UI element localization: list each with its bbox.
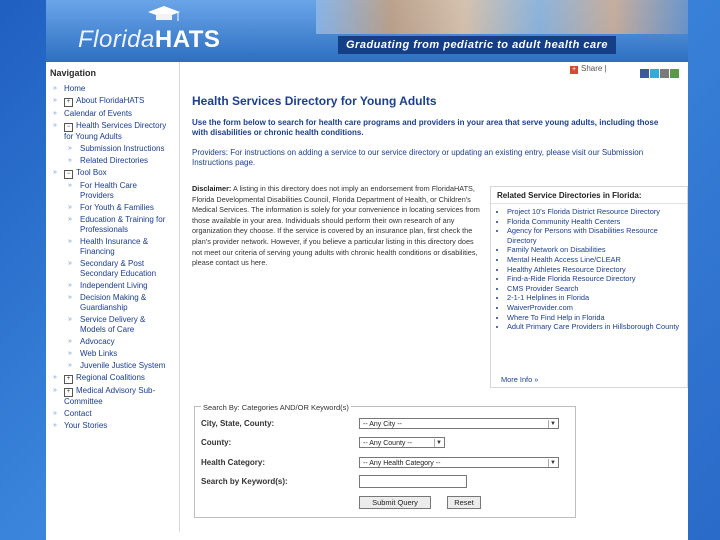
disclaimer-label: Disclaimer:	[192, 184, 232, 193]
category-select-value: -- Any Health Category --	[363, 460, 441, 467]
nav-item[interactable]	[50, 409, 172, 419]
nav-item[interactable]	[50, 315, 172, 335]
bullet-icon: »	[53, 97, 57, 104]
bullet-icon: »	[53, 410, 57, 417]
nav-title: Navigation	[50, 68, 97, 78]
chevron-down-icon: ▼	[548, 459, 557, 467]
related-directory-link[interactable]: • CMS Provider Search	[507, 284, 687, 294]
nav-item[interactable]	[50, 259, 172, 279]
category-select[interactable]	[359, 457, 559, 468]
nav-item[interactable]	[50, 373, 172, 384]
nav-item-label: Medical Advisory Sub-Committee	[64, 386, 156, 406]
related-directory-link[interactable]: • Mental Health Access Line/CLEAR	[507, 255, 687, 265]
bullet-icon: »	[53, 374, 57, 381]
related-title: Related Service Directories in Florida:	[491, 187, 687, 204]
email-icon[interactable]	[660, 69, 669, 78]
nav-item-label: Submission Instructions	[80, 144, 165, 153]
county-select[interactable]	[359, 437, 445, 448]
chevron-down-icon: ▼	[434, 439, 443, 447]
social-icons	[640, 65, 680, 83]
nav-item-label: Health Insurance & Financing	[80, 237, 149, 256]
keyword-input[interactable]	[359, 475, 467, 488]
twitter-icon[interactable]	[650, 69, 659, 78]
bullet-icon: »	[53, 110, 57, 117]
bullet-icon: »	[68, 294, 72, 301]
related-directories-box	[490, 186, 688, 388]
bullet-icon: »	[53, 169, 57, 176]
related-directory-link[interactable]: • Where To Find Help in Florida	[507, 313, 687, 323]
nav-item[interactable]	[50, 121, 172, 142]
collapse-icon[interactable]: −	[64, 170, 73, 179]
nav-divider	[179, 62, 180, 532]
nav-item[interactable]	[50, 203, 172, 213]
facebook-icon[interactable]	[640, 69, 649, 78]
related-directory-link[interactable]: • 2-1-1 Helplines in Florida	[507, 293, 687, 303]
nav-item[interactable]	[50, 96, 172, 107]
related-list	[491, 207, 687, 332]
bullet-icon: »	[53, 85, 57, 92]
bullet-icon: »	[68, 216, 72, 223]
nav-item-label: For Health Care Providers	[80, 181, 137, 200]
nav-item-label: Home	[64, 84, 86, 93]
keyword-label: Search by Keyword(s):	[201, 477, 288, 486]
nav-item-label: Web Links	[80, 349, 118, 358]
bullet-icon: »	[68, 238, 72, 245]
related-directory-link[interactable]: • Adult Primary Care Providers in Hillsborough County	[507, 322, 687, 332]
nav-item-label: Calendar of Events	[64, 109, 133, 118]
nav-item[interactable]	[50, 181, 172, 201]
county-select-value: -- Any County --	[363, 440, 413, 447]
city-label: City, State, County:	[201, 419, 275, 428]
nav-item-label: Contact	[64, 409, 92, 418]
nav-item-label: Related Directories	[80, 156, 149, 165]
nav-item[interactable]	[50, 361, 172, 371]
nav-item[interactable]	[50, 421, 172, 431]
nav-item-label: Education & Training for Professionals	[80, 215, 166, 234]
bullet-icon: »	[53, 122, 57, 129]
nav-item[interactable]	[50, 156, 172, 166]
providers-note[interactable]: Providers: For instructions on adding a service to our service directory or updating an existing entry, please visit our Submission Instructions page.	[192, 148, 644, 167]
graduation-cap-icon	[146, 4, 182, 24]
logo-florida-text: Florida	[78, 26, 155, 53]
site-logo[interactable]	[78, 26, 220, 54]
nav-item[interactable]	[50, 144, 172, 154]
related-directory-link[interactable]: • Find-a-Ride Florida Resource Directory	[507, 274, 687, 284]
sidebar-navigation	[50, 66, 172, 433]
expand-icon[interactable]: +	[64, 98, 73, 107]
bullet-icon: »	[53, 387, 57, 394]
expand-icon[interactable]: +	[64, 375, 73, 384]
bullet-icon: »	[53, 422, 57, 429]
nav-list	[50, 84, 172, 431]
related-directory-link[interactable]: • Family Network on Disabilities	[507, 245, 687, 255]
nav-item[interactable]	[50, 109, 172, 119]
nav-item-label: For Youth & Families	[80, 203, 154, 212]
search-form	[194, 403, 576, 518]
nav-item[interactable]	[50, 84, 172, 94]
reset-button[interactable]: Reset	[447, 496, 481, 509]
share-widget[interactable]: + Share |	[571, 64, 607, 73]
submit-query-button[interactable]: Submit Query	[359, 496, 431, 509]
nav-item-label: Secondary & Post Secondary Education	[80, 259, 157, 278]
related-directory-link[interactable]: • WaiverProvider.com	[507, 303, 687, 313]
bullet-icon: »	[68, 157, 72, 164]
site-header	[46, 0, 688, 62]
nav-item-label: Advocacy	[80, 337, 115, 346]
related-directory-link[interactable]: • Project 10's Florida District Resource Directory	[507, 207, 687, 217]
bullet-icon: »	[68, 362, 72, 369]
nav-item-label: Your Stories	[64, 421, 108, 430]
nav-item-label: Juvenile Justice System	[80, 361, 166, 370]
nav-item[interactable]	[50, 349, 172, 359]
bullet-icon: »	[68, 282, 72, 289]
nav-item[interactable]	[50, 337, 172, 347]
bullet-icon: »	[68, 338, 72, 345]
nav-item-label: About FloridaHATS	[76, 96, 145, 105]
share-plus-icon: +	[571, 66, 577, 73]
nav-item[interactable]	[50, 168, 172, 179]
expand-icon[interactable]: +	[64, 388, 73, 397]
bullet-icon: »	[68, 182, 72, 189]
disclaimer-text: A listing in this directory does not imply an endorsement from FloridaHATS, Florida Developmental Disabilities Council, Florida Department of Health, or Children's Medical Services. The information is solely for your convenience in locating services from those available in your area. Individuals should perform their own research of any organization they choose. If the service is covered by an insurance plan, first check the plan's provider network. However, if you believe a particular listing in this directory does not meet our criteria of serving young adults with chronic health conditions or disabilities, please contact us here.	[192, 184, 480, 268]
category-label: Health Category:	[201, 458, 266, 467]
bullet-icon: »	[68, 260, 72, 267]
print-icon[interactable]	[670, 69, 679, 78]
collapse-icon[interactable]: −	[64, 123, 73, 132]
nav-item[interactable]	[50, 281, 172, 291]
related-directory-link[interactable]: • Healthy Athletes Resource Directory	[507, 265, 687, 275]
browser-page	[46, 0, 688, 540]
nav-item[interactable]	[50, 386, 172, 407]
page-title: Health Services Directory for Young Adults	[192, 94, 437, 108]
nav-item-label: Regional Coalitions	[76, 373, 145, 382]
more-info-link[interactable]: More Info »	[501, 375, 539, 384]
nav-item[interactable]	[50, 293, 172, 313]
bullet-icon: »	[68, 204, 72, 211]
county-label: County:	[201, 438, 232, 447]
bullet-icon: »	[68, 350, 72, 357]
header-photo-strip	[316, 0, 688, 34]
related-directory-link[interactable]: • Florida Community Health Centers	[507, 217, 687, 227]
city-select-value: -- Any City --	[363, 421, 402, 428]
bullet-icon: »	[68, 316, 72, 323]
intro-text: Use the form below to search for health care programs and providers in your area that serve young adults, including those with disabilities or chronic health conditions.	[192, 118, 659, 137]
nav-item-label: Decision Making & Guardianship	[80, 293, 147, 312]
related-directory-link[interactable]: • Agency for Persons with Disabilities Resource Directory	[507, 226, 687, 245]
nav-item-label: Independent Living	[80, 281, 148, 290]
bullet-icon: »	[68, 145, 72, 152]
header-tagline: Graduating from pediatric to adult health care	[338, 36, 616, 54]
search-legend: Search By: Categories AND/OR Keyword(s)	[203, 403, 349, 412]
nav-item-label: Tool Box	[76, 168, 107, 177]
logo-hats-text: HATS	[154, 26, 221, 53]
nav-item[interactable]	[50, 215, 172, 235]
nav-item[interactable]	[50, 237, 172, 257]
chevron-down-icon: ▼	[548, 420, 557, 428]
nav-item-label: Service Delivery & Models of Care	[80, 315, 146, 334]
share-label: Share	[581, 64, 603, 73]
city-select[interactable]	[359, 418, 559, 429]
disclaimer	[192, 184, 484, 269]
nav-item-label: Health Services Directory for Young Adults	[64, 121, 167, 141]
